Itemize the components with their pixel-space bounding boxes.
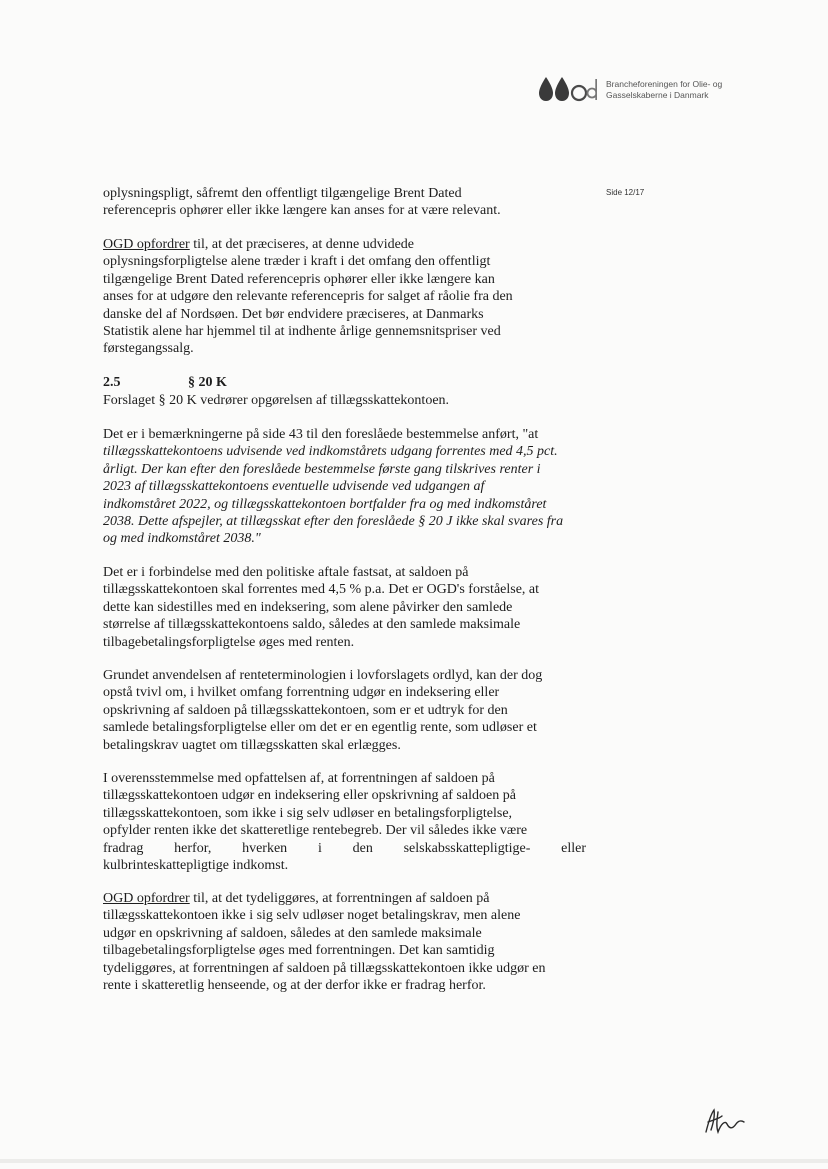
drop-icon [539,77,553,101]
o-letter [572,86,586,100]
ogd-logo [537,75,597,103]
ogd-callout: OGD opfordrer [103,891,190,906]
paragraph-2: OGD opfordrer til, at det præciseres, at denne udvidede oplysningsforpligtelse alene træder i kraft i det omfang den offentligt tilgængelige Brent Dated referencepris ophører eller ikke længere kan anses for at udgøre den relevante referencepris for salget af råolie fra den danske del af Nordsøen. Det bør endvidere præciseres, at Danmarks Statistik alene har hjemmel til at indhente årlige gennemsnitspriser ved førstegangssalg. [103,237,513,357]
paragraph-1: oplysningspligt, såfremt den offentligt tilgængelige Brent Dated referencepris ophører eller ikke længere kan anses for at være relevant. [103,186,501,219]
d-letter [588,89,597,98]
organization-name: Brancheforeningen for Olie- og Gasselskaberne i Danmark [606,79,723,100]
page-number: Side 12/17 [606,188,645,197]
paragraph-4: Det er i forbindelse med den politiske aftale fastsat, at saldoen på tillægsskattekontoen skal forrentes med 4,5 % p.a. Det er OGD's forståelse, at dette kan sidestilles med en indeksering, som alene påvirker den samlede størrelse af tillægsskattekontoens saldo, således at den samlede maksimale tilbagebetalingsforpligtelse øges med renten. [103,565,540,650]
section-intro: Forslaget § 20 K vedrører opgørelsen af tillægsskattekontoen. [103,393,450,408]
scan-edge [0,1159,828,1163]
paragraph-5: Grundet anvendelsen af renteterminologien i lovforslagets ordlyd, kan der dog opstå tvivl om, i hvilket omfang forrentning udgør en indeksering eller opskrivning af saldoen på tillægsskattekontoen, som er et udtryk for den samlede betalingsforpligtelse eller om det er en egentlig rente, som udløser et betalingskrav uagtet om tillægsskatten skal erlægges. [103,668,543,753]
section-number: 2.5 [103,375,121,390]
section-title: § 20 K [188,375,227,390]
ogd-callout: OGD opfordrer [103,237,190,252]
drop-icon [555,77,569,101]
paragraph-6: I overensstemmelse med opfattelsen af, at forrentningen af saldoen på tillægsskattekontoen udgør en indeksering eller opskrivning af saldoen på tillægsskattekontoen, som ikke i sig selv udløser en betalingsforpligtelse, opfylder renten ikke det skatteretlige rentebegreb. Der vil således ikke være fradrag herfor, hverken i den selskabsskattepligtige- eller kulbrinteskattepligtige indkomst. [103,771,586,874]
handwritten-initials [702,1106,746,1136]
paragraph-7: OGD opfordrer til, at det tydeliggøres, at forrentningen af saldoen på tillægsskattekontoen ikke i sig selv udløser noget betalingskrav, men alene udgør en opskrivning af saldoen, således at den samlede maksimale tilbagebetalingsforpligtelse øges med forrentningen. Det kan samtidig tydeliggøres, at forrentningen af saldoen på tillægsskattekontoen ikke udgør en rente i skatteretlig henseende, og at der derfor ikke er fradrag herfor. [103,891,546,994]
paragraph-3-quote: Det er i bemærkningerne på side 43 til den foreslåede bestemmelse anført, "at tillægsskattekontoens udvisende ved indkomstårets udgang forrentes med 4,5 pct. årligt. Der kan efter den foreslåede bestemmelse første gang tilskrives renter i 2023 af tillægsskattekontoens eventuelle udvisende ved udgangen af indkomståret 2022, og tillægsskattekontoen bortfalder fra og med indkomståret 2038. Dette afspejler, at tillægsskat efter den foreslåede § 20 J ikke skal svares fra og med indkomståret 2038." [103,427,564,547]
